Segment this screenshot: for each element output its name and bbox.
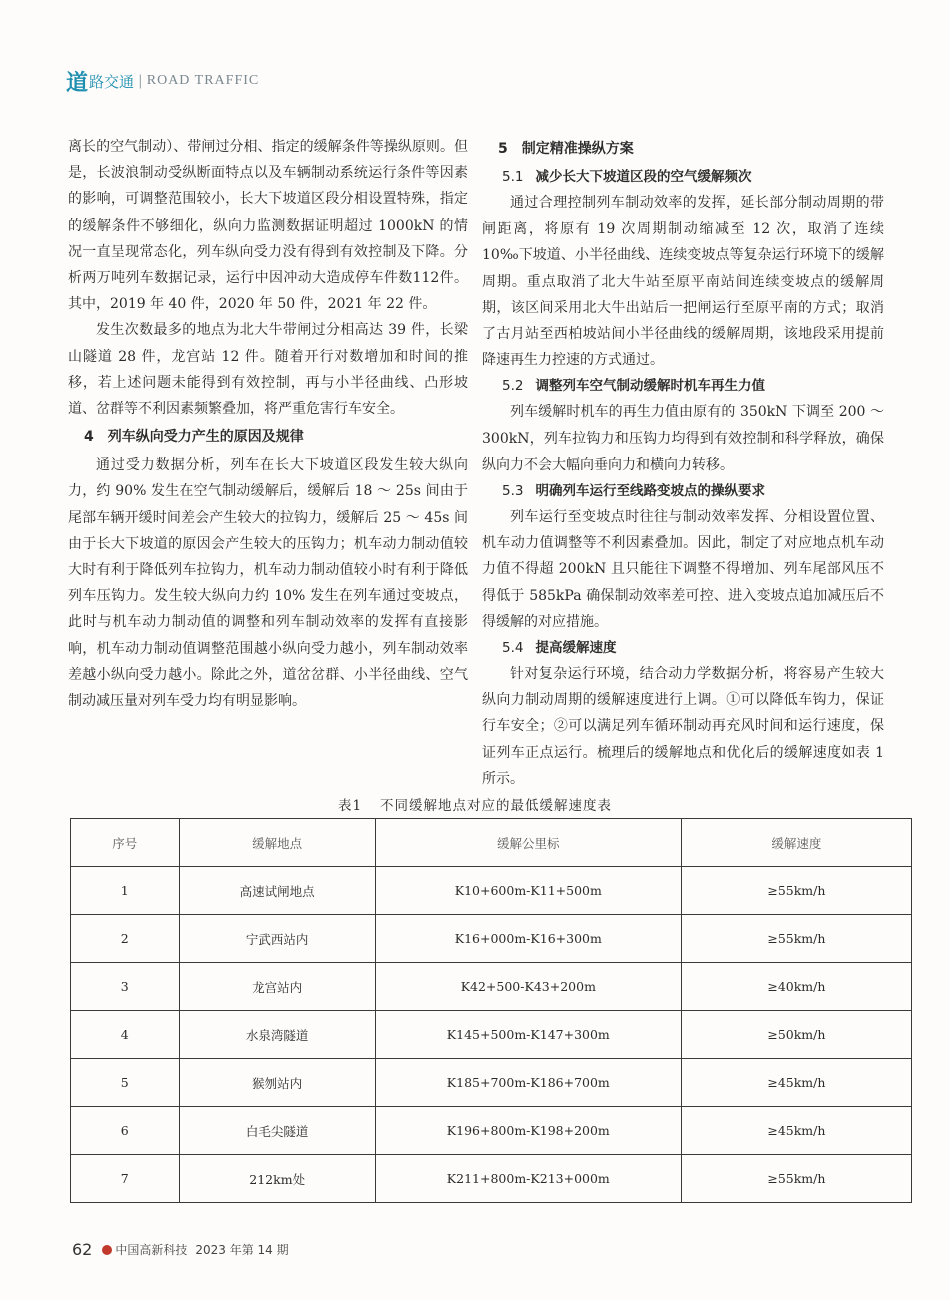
subsection-number: 5.4 <box>502 640 524 657</box>
table-row <box>71 963 912 1011</box>
release-speed-table <box>70 818 912 1203</box>
section-heading-5 <box>498 136 884 162</box>
table-cell: 2 <box>71 915 180 963</box>
subsection-title: 提高缓解速度 <box>535 640 617 657</box>
column-header: 缓解地点 <box>179 819 375 867</box>
header-logo-glyph: 道 <box>66 70 89 96</box>
subsection-title: 减少长大下坡道区段的空气缓解频次 <box>535 169 752 185</box>
table-cell: ≥40km/h <box>681 963 911 1011</box>
table-cell: ≥55km/h <box>681 915 911 963</box>
column-header: 序号 <box>71 819 180 867</box>
subsection-title: 调整列车空气制动缓解时机车再生力值 <box>535 378 765 395</box>
paragraph: 针对复杂运行环境，结合动力学数据分析，将容易产生较大纵向力制动周期的缓解速度进行上调。①可以降低车钩力，保证行车安全；②可以满足列车循环制动再充风时间和运行速度，保证列车正点运行。梳理后的缓解地点和优化后的缓解速度如表 1 所示。 <box>482 666 884 787</box>
paragraph: 通过受力数据分析，列车在长大下坡道区段发生较大纵向力，约 90% 发生在空气制动缓解后，缓解后 18 ～ 25s 间由于尾部车辆开缓时间差会产生较大的拉钩力，缓解后 25 ～ 45s 间由于长大下坡道的原因会产生较大的压钩力；机车动力制动值较大时有利于降低列车拉钩力，机车动力制动值较小时有利于降低列车压钩力。发生较大纵向力约 10% 发生在列车通过变坡点，此时与机车动力制动值的调整和列车制动效率的发挥有直接影响，机车动力制动值调整范围越小纵向受力越小，列车制动效率差越小纵向受力越小。除此之外，道岔岔群、小半径曲线、空气制动减压量对列车受力均有明显影响。 <box>68 457 468 710</box>
table-cell: 3 <box>71 963 180 1011</box>
table-cell: ≥45km/h <box>681 1107 911 1155</box>
table-cell: 1 <box>71 867 180 915</box>
table-cell: 7 <box>71 1155 180 1203</box>
section-number: 4 <box>84 429 94 446</box>
section-title: 制定精准操纵方案 <box>521 141 634 157</box>
table-cell: ≥55km/h <box>681 867 911 915</box>
page-number: 62 <box>72 1240 93 1259</box>
page-footer <box>72 1240 289 1259</box>
subsection-number: 5.3 <box>502 483 524 500</box>
column-header: 缓解速度 <box>681 819 911 867</box>
header-separator: | <box>138 73 143 89</box>
right-column <box>482 134 884 792</box>
table-row <box>71 1011 912 1059</box>
table-caption <box>0 794 950 814</box>
table-row <box>71 1155 912 1203</box>
subsection-title: 明确列车运行至线路变坡点的操纵要求 <box>535 483 765 500</box>
subsection-number: 5.1 <box>502 169 524 185</box>
running-header <box>66 66 259 96</box>
table-row <box>71 915 912 963</box>
table-cell: K196+800m-K198+200m <box>375 1107 681 1155</box>
table-title: 不同缓解地点对应的最低缓解速度表 <box>380 798 613 814</box>
table-cell: K185+700m-K186+700m <box>375 1059 681 1107</box>
table-cell: K10+600m-K11+500m <box>375 867 681 915</box>
paragraph: 发生次数最多的地点为北大牛带闸过分相高达 39 件，长梁山隧道 28 件，龙宫站 12 件。随着开行对数增加和时间的推移，若上述问题未能得到有效控制，再与小半径曲线、凸形坡道、岔群等不利因素频繁叠加，将严重危害行车安全。 <box>68 322 468 418</box>
table-row <box>71 1059 912 1107</box>
column-header: 缓解公里标 <box>375 819 681 867</box>
subsection-heading-5-2 <box>502 373 884 399</box>
table-cell: ≥50km/h <box>681 1011 911 1059</box>
section-number: 5 <box>498 141 508 157</box>
section-heading-4 <box>84 424 468 450</box>
table-cell: ≥55km/h <box>681 1155 911 1203</box>
journal-logo-icon <box>102 1245 112 1255</box>
paragraph: 列车运行至变坡点时往往与制动效率发挥、分相设置位置、机车动力值调整等不利因素叠加。因此，制定了对应地点机车动力值不得超 200kN 且只能往下调整不得增加、列车尾部风压不得低于 585kPa 确保制动效率差可控、进入变坡点追加减压后不得缓解的对应措施。 <box>482 509 884 630</box>
left-column <box>68 134 468 714</box>
subsection-heading-5-3 <box>502 478 884 504</box>
table-cell: K16+000m-K16+300m <box>375 915 681 963</box>
subsection-heading-5-1 <box>502 164 884 190</box>
header-section-cn: 路交通 <box>89 72 135 91</box>
table-cell: 212km处 <box>179 1155 375 1203</box>
table-cell: 猴刎站内 <box>179 1059 375 1107</box>
subsection-heading-5-4 <box>502 635 884 661</box>
table-cell: 宁武西站内 <box>179 915 375 963</box>
paragraph-continued: 离长的空气制动）、带闸过分相、指定的缓解条件等操纵原则。但是，长波浪制动受纵断面特点以及车辆制动系统运行条件等因素的影响，可调整范围较小，长大下坡道区段分相设置特殊，指定的缓解条件不够细化，纵向力监测数据证明超过 1000kN 的情况一直呈现常态化，列车纵向受力没有得到有效控制及下降。分析两万吨列车数据记录，运行中因冲动大造成停车件数112件。其中，2019 年 40 件，2020 年 50 件，2021 年 22 件。 <box>68 139 468 313</box>
journal-issue: 2023 年第 14 期 <box>195 1243 289 1257</box>
table-cell: K145+500m-K147+300m <box>375 1011 681 1059</box>
table-cell: 水泉湾隧道 <box>179 1011 375 1059</box>
table-row <box>71 1107 912 1155</box>
header-section-en: ROAD TRAFFIC <box>146 73 260 88</box>
table-row <box>71 867 912 915</box>
table-header-row <box>71 819 912 867</box>
subsection-number: 5.2 <box>502 378 524 395</box>
table-cell: 龙宫站内 <box>179 963 375 1011</box>
table-cell: ≥45km/h <box>681 1059 911 1107</box>
table-cell: 5 <box>71 1059 180 1107</box>
paragraph: 列车缓解时机车的再生力值由原有的 350kN 下调至 200 ～ 300kN，列车拉钩力和压钩力均得到有效控制和科学释放，确保纵向力不会大幅向垂向力和横向力转移。 <box>482 404 884 473</box>
table-cell: 白毛尖隧道 <box>179 1107 375 1155</box>
table-cell: K211+800m-K213+000m <box>375 1155 681 1203</box>
paragraph: 通过合理控制列车制动效率的发挥，延长部分制动周期的带闸距离，将原有 19 次周期制动缩减至 12 次，取消了连续 10‰下坡道、小半径曲线、连续变坡点等复杂运行环境下的缓解周期。重点取消了北大牛站至原平南站间连续变坡点的缓解周期，该区间采用北大牛出站后一把闸运行至原平南的方式；取消了古月站至西柏坡站间小半径曲线的缓解周期，该地段采用提前降速再生力控速的方式通过。 <box>482 195 884 369</box>
section-title: 列车纵向受力产生的原因及规律 <box>107 429 304 446</box>
table-cell: 6 <box>71 1107 180 1155</box>
table-cell: 高速试闸地点 <box>179 867 375 915</box>
table-cell: 4 <box>71 1011 180 1059</box>
table-cell: K42+500-K43+200m <box>375 963 681 1011</box>
journal-name: 中国高新科技 <box>115 1243 188 1257</box>
table-number: 表1 <box>337 798 363 814</box>
